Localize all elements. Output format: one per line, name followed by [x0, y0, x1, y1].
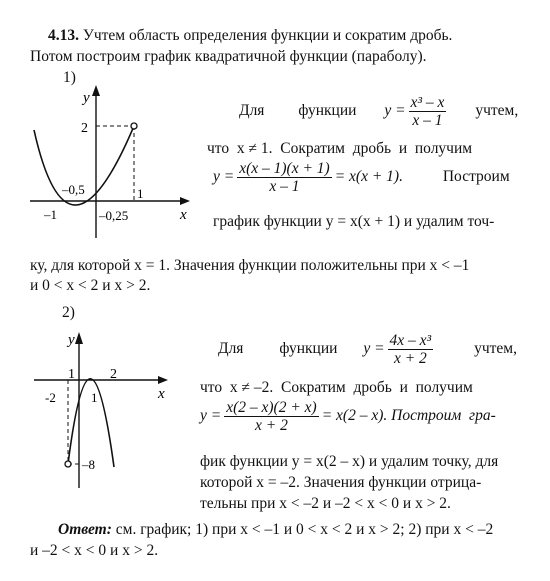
answer-text-1: см. график; 1) при x < –1 и 0 < x < 2 и x > 2; 2) при x < –2 — [115, 521, 494, 538]
part2-y-label: y — [68, 332, 75, 348]
part1-y-arrow — [92, 85, 100, 96]
part1-tick-m025: –0,25 — [99, 208, 129, 223]
part1-line4: график функции y = x(x + 1) и удалим точ- — [213, 213, 495, 230]
part2-word-dlya: Для — [218, 340, 244, 358]
part1-word-dlya: Для — [239, 102, 265, 120]
part1-line6: и 0 < x < 2 и x > 2. — [30, 277, 151, 294]
part1-removed-point — [131, 123, 137, 129]
part1-result: = x(x + 1). — [334, 168, 403, 186]
part1-line1 — [239, 94, 518, 129]
part1-frac1-den: x – 1 — [412, 112, 443, 129]
part1-tick-m1: –1 — [44, 207, 57, 222]
part1-y-label: y — [83, 90, 90, 106]
problem-intro-2: Потом построим график квадратичной функции (параболу). — [30, 48, 427, 65]
problem-number: 4.13. — [48, 27, 79, 44]
part2-line1 — [218, 332, 517, 367]
part2-result: = x(2 – x). Построим гра- — [321, 407, 496, 425]
part1-tick-1: 1 — [137, 186, 144, 201]
part2-graph — [30, 322, 180, 492]
part2-tick-2: 2 — [110, 367, 117, 382]
part1-frac2-den: x – 1 — [269, 178, 300, 195]
part1-y-eq-2: y = — [213, 168, 235, 186]
part2-word-uchtem: учтем, — [474, 340, 517, 358]
part2-frac1-den: x + 2 — [393, 350, 427, 367]
problem-header — [48, 26, 452, 46]
part2-line6: тельны при x < –2 и –2 < x < 0 и x > 2. — [200, 495, 451, 512]
part1-line3 — [213, 160, 510, 195]
part1-word-uchtem: учтем, — [475, 102, 519, 120]
part2-tick-m8: –8 — [82, 457, 95, 472]
part1-fraction-1 — [409, 94, 447, 129]
part1-word-funktsii: функции — [298, 102, 357, 120]
answer-label: Ответ: — [58, 521, 112, 538]
part1-y-eq: y = — [384, 102, 406, 120]
part2-x-label: x — [158, 386, 165, 402]
part2-fraction-2 — [224, 399, 319, 434]
part2-tick-1x: 1 — [91, 390, 98, 405]
part1-tick-2: 2 — [81, 121, 88, 136]
part2-fraction-1 — [388, 332, 434, 367]
part2-line2: что x ≠ –2. Сократим дробь и получим — [200, 379, 473, 396]
part1-line5: ку, для которой x = 1. Значения функции положительны при x < –1 — [30, 257, 470, 274]
problem-intro-1: Учтем область определения функции и сократим дробь. — [82, 27, 453, 44]
part2-word-funktsii: функции — [279, 340, 338, 358]
part1-word-postroim: Построим — [442, 168, 510, 186]
part1-line2: что x ≠ 1. Сократим дробь и получим — [207, 140, 473, 157]
part2-line4: фик функции y = x(2 – x) и удалим точку, для — [200, 453, 499, 470]
answer-line2: и –2 < x < 0 и x > 2. — [30, 542, 159, 559]
part1-frac2-num: x(x – 1)(x + 1) — [239, 160, 330, 177]
part2-tick-m2: -2 — [45, 390, 56, 405]
part2-frac2-den: x + 2 — [255, 417, 288, 434]
part1-graph — [28, 82, 200, 242]
part2-y-eq-2: y = — [200, 407, 222, 425]
part2-y-eq: y = — [363, 340, 385, 358]
part2-line3 — [200, 399, 496, 434]
part2-tick-1y: 1 — [68, 367, 75, 382]
part2-frac1-num: 4x – x³ — [389, 332, 432, 349]
part1-x-arrow — [180, 197, 190, 205]
part2-label: 2) — [62, 304, 75, 321]
part2-removed-point — [65, 461, 71, 467]
part2-line5: которой x = –2. Значения функции отрица- — [200, 474, 482, 491]
part1-label: 1) — [63, 69, 76, 86]
part1-frac1-num: x³ – x — [410, 94, 445, 111]
part1-x-label: x — [180, 207, 187, 223]
part2-y-arrow — [75, 332, 83, 344]
part1-tick-m05: –0,5 — [62, 182, 85, 197]
part1-fraction-2 — [237, 160, 332, 195]
part2-frac2-num: x(2 – x)(2 + x) — [226, 399, 317, 416]
part2-x-arrow — [158, 376, 168, 384]
answer-line1 — [58, 520, 493, 540]
